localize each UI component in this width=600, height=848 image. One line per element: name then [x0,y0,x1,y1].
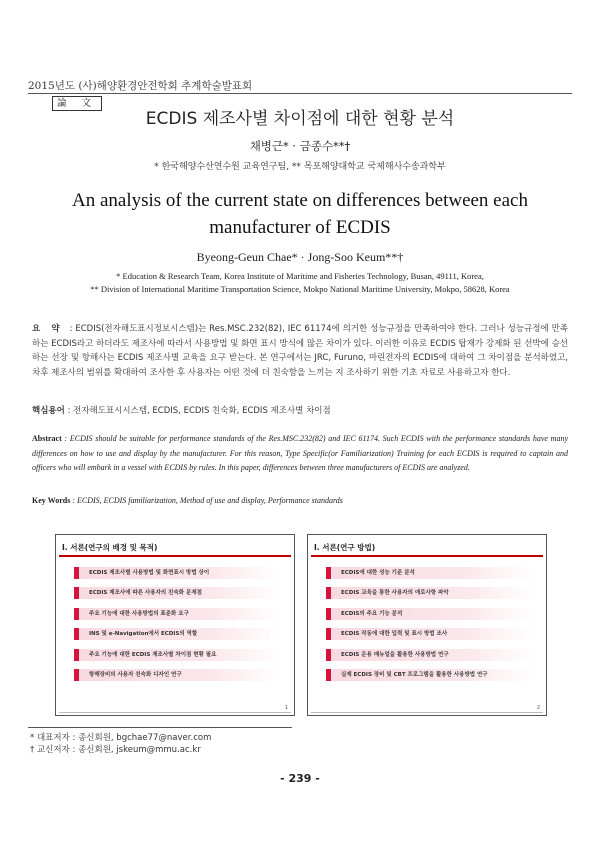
abstract-english-text: : ECDIS should be suitable for performance standards of the Res.MSC.232(82) and IEC 61174. Such ECDIS with the performance standards have many differences on how to use and display by the manufacturer. For this reason, Type Specific(or Familiarization) Training for each ECDIS is required to captain and officers who will embark in a vessel with ECDIS by rules. In this paper, differences between three manufacturers of ECDIS are analyzed. [32,434,568,472]
slide-item: ECDIS에 대한 성능 기준 분석 [326,567,534,579]
slide-page-number: 1 [284,705,288,711]
slide-item: ECDIS의 주요 기능 분석 [326,608,534,620]
keywords-english [32,496,568,505]
affiliations-korean: * 한국해양수산연수원 교육연구팀, ** 목포해양대학교 국제해사수송과학부 [154,162,446,172]
footnote-corresponding-author: † 교신저자 : 종신회원, jskeum@mmu.ac.kr [30,745,201,755]
abstract-english [32,432,568,476]
slide-item: 주요 기능에 대한 ECDIS 제조사별 차이점 현황 필요 [74,649,282,661]
title-korean: ECDIS 제조사별 차이점에 대한 현황 분석 [145,109,455,129]
slide-item: ECDIS 제조사에 따른 사용자의 친숙화 문제점 [74,587,282,599]
keywords-english-label: Key Words [32,496,71,505]
conference-header: 2015년도 (사)해양환경안전학회 추계학술발표회 [28,80,253,92]
affiliation-line: ** Division of International Maritime Transportation Science, Mokpo National Maritime University, Mokpo, 58628, Korea [90,284,510,294]
slide-item: ECDIS 운용 매뉴얼을 활용한 사용방법 연구 [326,649,534,661]
authors-korean: 채병근* · 금종수**† [249,139,351,153]
keywords-korean-label: 핵심용어 [32,406,65,416]
article-type-label: 論 文 [56,98,98,109]
keywords-english-text: : ECDIS, ECDIS familiarization, Method of use and display, Performance standards [72,496,343,505]
slide-item: 실제 ECDIS 장비 및 CBT 프로그램을 활용한 사용방법 연구 [326,669,534,681]
footnote-lead-author: * 대표저자 : 종신회원, bgchae77@naver.com [30,733,212,743]
slide-title-rule [311,555,543,557]
keywords-korean [32,404,568,416]
keywords-korean-text: : 전자해도표시시스템, ECDIS, ECDIS 친숙화, ECDIS 제조사별 차이점 [67,406,331,416]
slide-page-number: 2 [536,705,540,711]
affiliation-line: * Education & Research Team, Korea Institute of Maritime and Fisheries Technology, Busan, 49111, Korea, [116,271,484,281]
slide-item: 주요 기능에 대한 사용방법의 표준화 요구 [74,608,282,620]
affiliations-english [40,270,560,296]
abstract-english-label: Abstract [32,434,62,443]
slide-title: I. 서론(연구 방법) [314,543,376,552]
slide-item: ECDIS 교육을 통한 사용자의 애로사항 파악 [326,587,534,599]
slide-item: 항해장비의 사용자 친숙화 디자인 연구 [74,669,282,681]
slide-title: I. 서론(연구의 배경 및 목적) [62,543,158,552]
abstract-korean [32,322,568,380]
authors-english: Byeong-Geun Chae* · Jong-Soo Keum**† [196,250,404,264]
slide-item-list [326,567,534,689]
slide-item: ECDIS 작동에 대한 입력 및 표시 방법 조사 [326,628,534,640]
page-number: - 239 - [280,772,320,785]
header-rule [28,93,572,94]
slide-footer-bar [311,712,543,713]
slide-item-list [74,567,282,689]
slide-item: INS 및 e-Navigation에서 ECDIS의 역할 [74,628,282,640]
abstract-korean-label: 요 약 [32,324,64,334]
slide-item: ECDIS 제조사별 사용방법 및 화면표시 방법 상이 [74,567,282,579]
abstract-korean-text: : ECDIS(전자해도표시정보시스템)는 Res.MSC.232(82), IEC 61174에 의거한 성능규정을 만족하여야 한다. 그러나 성능규정에 만족하는 ECDIS라고 하더라도 제조사에 따라서 사용방법 및 화면 표시 방식에 많은 차이가 있다. 이러한 이유로 ECDIS 탑재가 강제화 된 선박에 승선하는 선장 및 항해사는 ECDIS 제조사별 교육을 요구 받는다. 본 연구에서는 JRC, Furuno, 마린전자의 ECDIS에 대하여 그 차이점을 분석하였고, 차후 제조사의 범위를 확대하여 조사한 후 사용자는 어떤 것에 더 친숙함을 느끼는 지 조사하기 위한 기초 자료로 사용하고자 한다. [32,324,568,378]
slide-footer-bar [59,712,291,713]
title-english: An analysis of the current state on differences between each manufacturer of ECDIS [72,190,528,238]
footnote-rule [28,727,292,728]
slide-research-method [307,534,547,716]
slide-background-purpose [55,534,295,716]
slide-title-rule [59,555,291,557]
